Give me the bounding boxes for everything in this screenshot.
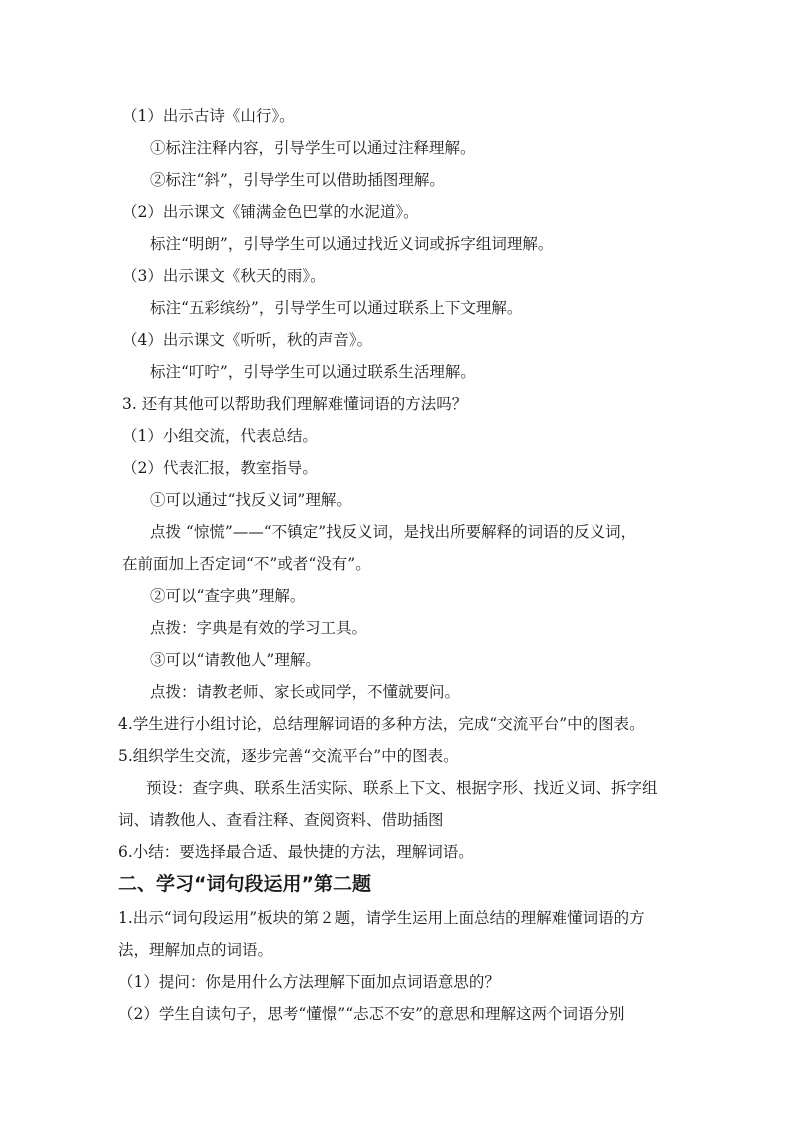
text-line: 点拨 “惊慌”——“不镇定”找反义词，是找出所要解释的词语的反义词， <box>150 523 637 541</box>
text-line: ①标注注释内容，引导学生可以通过注释理解。 <box>150 139 476 157</box>
text-line: （2）代表汇报，教室指导。 <box>122 459 318 477</box>
text-line: （2）学生自读句子，思考“懂憬”“忐忑不安”的意思和理解这两个词语分别 <box>118 1005 625 1023</box>
text-line: 点拨：请教老师、家长或同学，不懂就要问。 <box>150 683 461 701</box>
text-line: 标注“叮咛”，引导学生可以通过联系生活理解。 <box>150 363 476 381</box>
text-line: （1）出示古诗《山行》。 <box>122 107 295 125</box>
text-line: 3. 还有其他可以帮助我们理解难懂词语的方法吗？ <box>122 395 468 413</box>
text-line: ①可以通过“找反义词”理解。 <box>150 491 352 509</box>
text-line: 法，理解加点的词语。 <box>118 941 274 959</box>
text-line: 在前面加上否定词“不”或者“没有”。 <box>122 555 371 573</box>
text-line: 标注“五彩缤纷”，引导学生可以通过联系上下文理解。 <box>150 299 523 317</box>
text-line: ②标注“斜”，引导学生可以借助插图理解。 <box>150 171 445 189</box>
text-line: 预设：查字典、联系生活实际、联系上下文、根据字形、找近义词、拆字组 <box>146 779 658 797</box>
text-line: 词、请教他人、查看注释、查阅资料、借助插图 <box>118 811 444 829</box>
text-line: 点拨：字典是有效的学习工具。 <box>150 619 368 637</box>
text-line: 4.学生进行小组讨论，总结理解词语的多种方法，完成“交流平台”中的图表。 <box>118 715 645 733</box>
text-line: 1.出示“词句段运用”板块的第２题，请学生运用上面总结的理解难懂词语的方 <box>118 909 645 927</box>
text-line: （1）小组交流，代表总结。 <box>122 427 318 445</box>
text-line: （4）出示课文《听听，秋的声音》。 <box>122 331 373 349</box>
text-line: （2）出示课文《铺满金色巴掌的水泥道》。 <box>122 203 419 221</box>
text-line: ②可以“查字典”理解。 <box>150 587 306 605</box>
text-line: （3）出示课文《秋天的雨》。 <box>122 267 326 285</box>
text-line: 5.组织学生交流，逐步完善“交流平台”中的图表。 <box>118 747 459 765</box>
text-line: ③可以“请教他人”理解。 <box>150 651 321 669</box>
text-line: 标注“明朗”，引导学生可以通过找近义词或拆字组词理解。 <box>150 235 554 253</box>
text-line: 6.小结：要选择最合适、最快捷的方法，理解词语。 <box>118 843 474 861</box>
text-line: （1）提问：你是用什么方法理解下面加点词语意思的？ <box>118 973 500 991</box>
section-heading: 二、学习“词句段运用”第二题 <box>118 873 371 895</box>
